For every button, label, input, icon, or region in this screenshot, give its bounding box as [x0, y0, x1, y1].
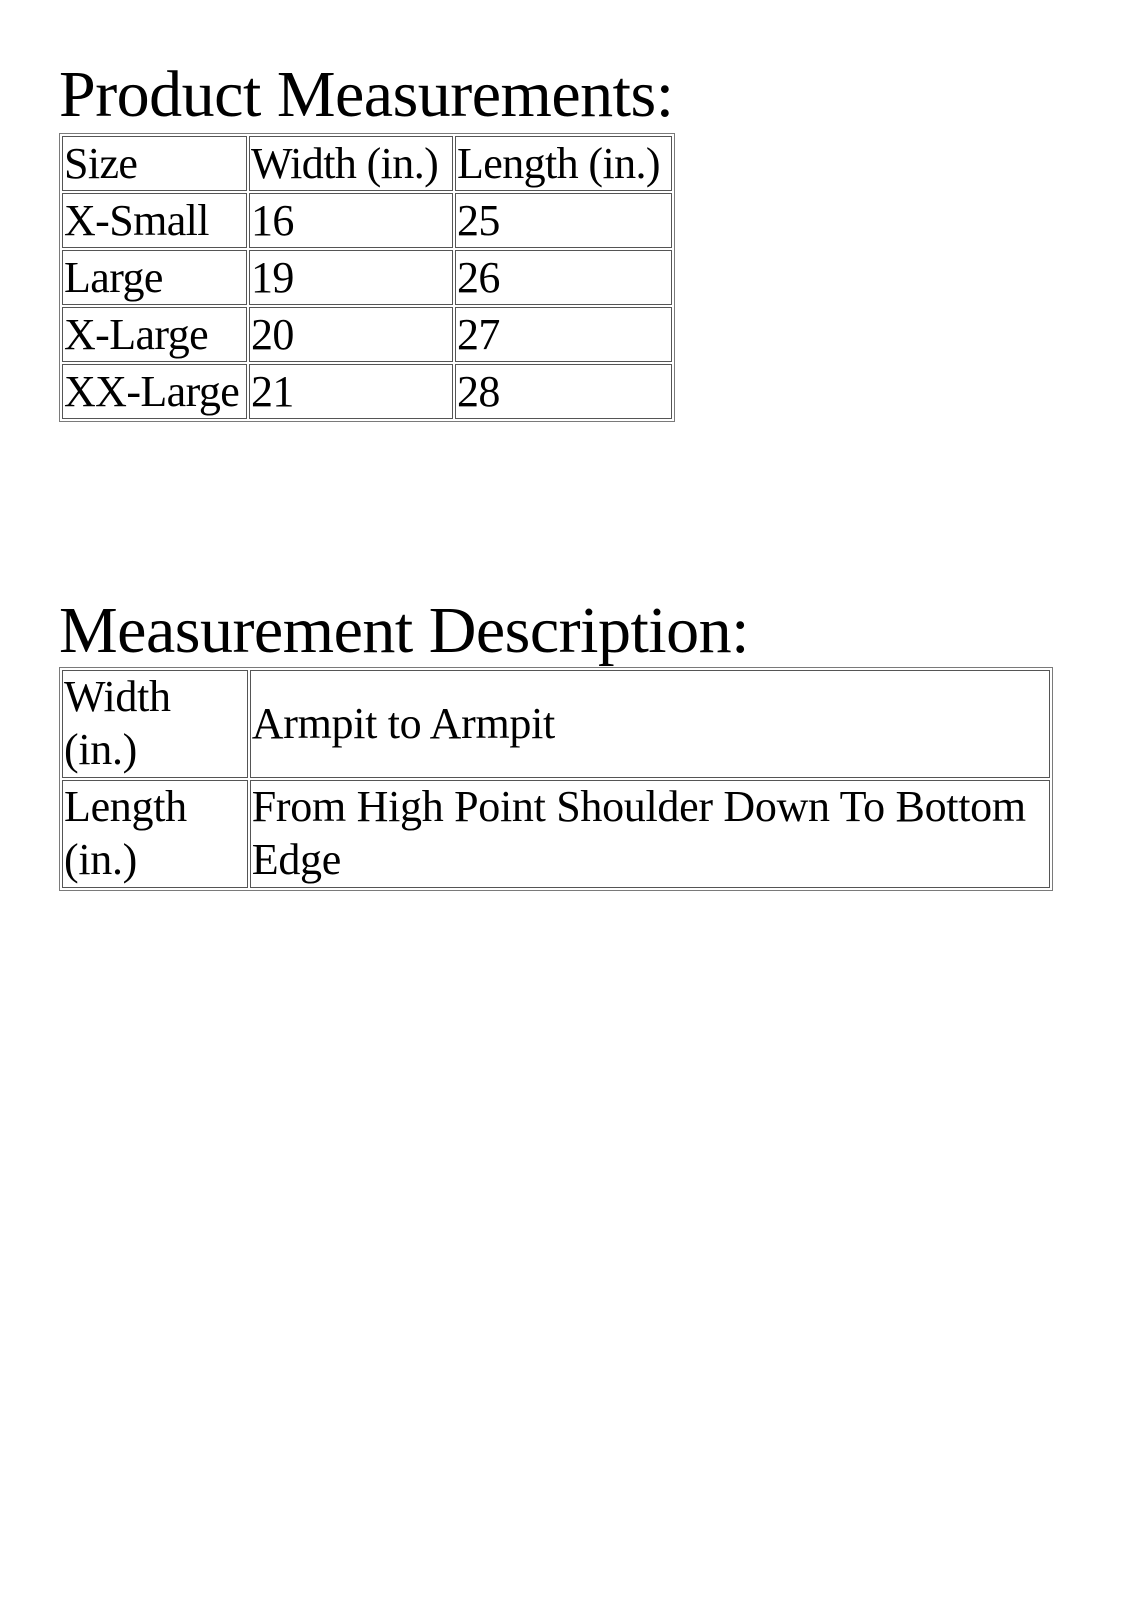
measurement-label: Length (in.): [62, 780, 248, 888]
size-chart-table: [59, 133, 675, 422]
size-cell: X-Small: [62, 193, 247, 248]
measurement-description-table: [59, 667, 1053, 891]
width-cell: 20: [249, 307, 453, 362]
size-cell: Large: [62, 250, 247, 305]
table-row: [62, 780, 1050, 888]
measurement-label: Width (in.): [62, 670, 248, 778]
measurement-description: From High Point Shoulder Down To Bottom Edge: [250, 780, 1050, 888]
table-row: [62, 250, 672, 305]
header-size: Size: [62, 136, 247, 191]
size-cell: XX-Large: [62, 364, 247, 419]
length-cell: 28: [455, 364, 672, 419]
measurement-description: Armpit to Armpit: [250, 670, 1050, 778]
table-row: [62, 670, 1050, 778]
width-cell: 19: [249, 250, 453, 305]
width-cell: 21: [249, 364, 453, 419]
size-cell: X-Large: [62, 307, 247, 362]
table-header-row: [62, 136, 672, 191]
header-width: Width (in.): [249, 136, 453, 191]
width-cell: 16: [249, 193, 453, 248]
product-measurements-title: Product Measurements:: [59, 58, 674, 131]
table-row: [62, 364, 672, 419]
table-row: [62, 193, 672, 248]
header-length: Length (in.): [455, 136, 672, 191]
table-row: [62, 307, 672, 362]
measurement-description-title: Measurement Description:: [59, 594, 749, 667]
length-cell: 25: [455, 193, 672, 248]
length-cell: 27: [455, 307, 672, 362]
length-cell: 26: [455, 250, 672, 305]
